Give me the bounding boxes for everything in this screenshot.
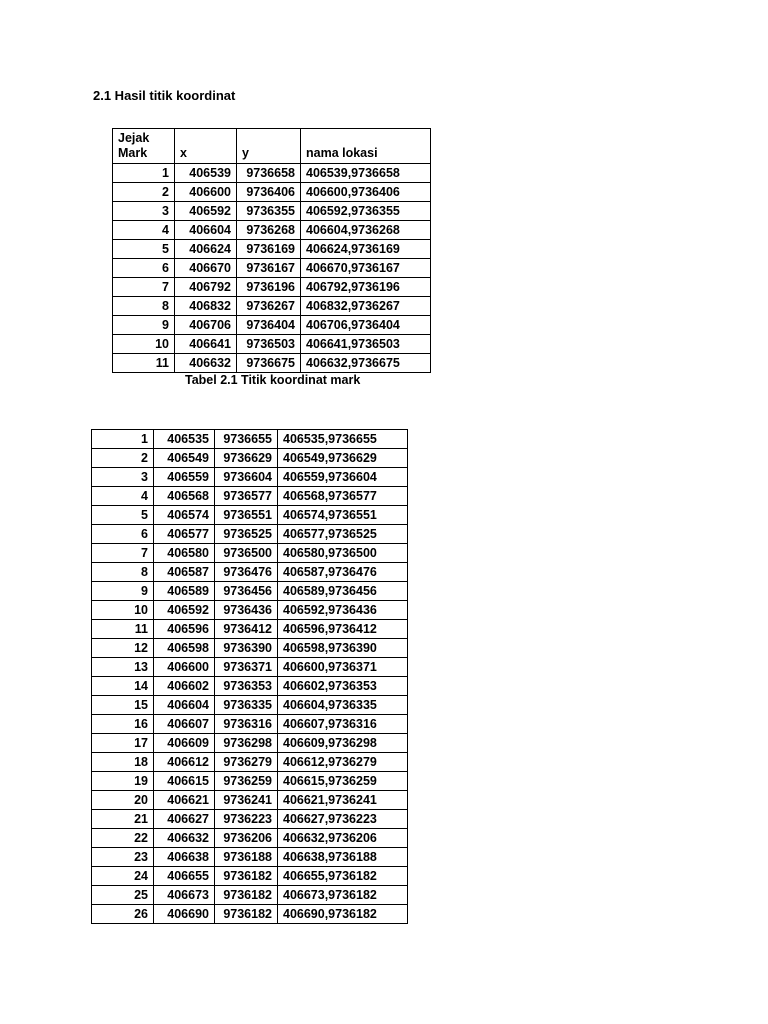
mark-number-cell: 22 (92, 829, 154, 848)
x-cell: 406638 (154, 848, 215, 867)
table-row (92, 639, 408, 658)
mark-number-cell: 3 (113, 202, 175, 221)
x-cell: 406624 (175, 240, 237, 259)
mark-number-cell: 23 (92, 848, 154, 867)
table-caption: Tabel 2.1 Titik koordinat mark (185, 373, 361, 387)
location-cell: 406632,9736206 (278, 829, 408, 848)
y-cell: 9736223 (215, 810, 278, 829)
mark-number-cell: 7 (113, 278, 175, 297)
mark-number-cell: 12 (92, 639, 154, 658)
table-row (92, 734, 408, 753)
mark-number-cell: 16 (92, 715, 154, 734)
y-cell: 9736182 (215, 886, 278, 905)
table-row (92, 620, 408, 639)
table-header-cell: x (175, 129, 237, 164)
coordinate-track-table (91, 429, 408, 924)
y-cell: 9736188 (215, 848, 278, 867)
y-cell: 9736658 (237, 164, 301, 183)
location-cell: 406568,9736577 (278, 487, 408, 506)
y-cell: 9736279 (215, 753, 278, 772)
y-cell: 9736629 (215, 449, 278, 468)
x-cell: 406577 (154, 525, 215, 544)
y-cell: 9736436 (215, 601, 278, 620)
x-cell: 406600 (175, 183, 237, 202)
y-cell: 9736182 (215, 905, 278, 924)
mark-number-cell: 11 (113, 354, 175, 373)
x-cell: 406596 (154, 620, 215, 639)
x-cell: 406589 (154, 582, 215, 601)
y-cell: 9736525 (215, 525, 278, 544)
table-row (92, 563, 408, 582)
location-cell: 406577,9736525 (278, 525, 408, 544)
location-cell: 406607,9736316 (278, 715, 408, 734)
x-cell: 406549 (154, 449, 215, 468)
table-row (113, 335, 431, 354)
location-cell: 406559,9736604 (278, 468, 408, 487)
y-cell: 9736390 (215, 639, 278, 658)
x-cell: 406673 (154, 886, 215, 905)
table-row (92, 753, 408, 772)
y-cell: 9736298 (215, 734, 278, 753)
table-row (92, 715, 408, 734)
x-cell: 406539 (175, 164, 237, 183)
y-cell: 9736335 (215, 696, 278, 715)
mark-number-cell: 19 (92, 772, 154, 791)
table-row (92, 848, 408, 867)
location-cell: 406604,9736268 (301, 221, 431, 240)
y-cell: 9736406 (237, 183, 301, 202)
table-row (113, 316, 431, 335)
table-header-cell: nama lokasi (301, 129, 431, 164)
location-cell: 406598,9736390 (278, 639, 408, 658)
location-cell: 406604,9736335 (278, 696, 408, 715)
location-cell: 406612,9736279 (278, 753, 408, 772)
location-cell: 406621,9736241 (278, 791, 408, 810)
mark-number-cell: 2 (113, 183, 175, 202)
location-cell: 406589,9736456 (278, 582, 408, 601)
mark-number-cell: 4 (113, 221, 175, 240)
location-cell: 406580,9736500 (278, 544, 408, 563)
mark-number-cell: 9 (92, 582, 154, 601)
location-cell: 406615,9736259 (278, 772, 408, 791)
table-row (113, 164, 431, 183)
mark-number-cell: 18 (92, 753, 154, 772)
table-row (113, 278, 431, 297)
mark-number-cell: 5 (113, 240, 175, 259)
table-row (92, 886, 408, 905)
table-row (113, 259, 431, 278)
mark-number-cell: 2 (92, 449, 154, 468)
table-row (92, 487, 408, 506)
y-cell: 9736241 (215, 791, 278, 810)
x-cell: 406641 (175, 335, 237, 354)
x-cell: 406602 (154, 677, 215, 696)
y-cell: 9736167 (237, 259, 301, 278)
table-row (113, 183, 431, 202)
x-cell: 406706 (175, 316, 237, 335)
x-cell: 406568 (154, 487, 215, 506)
table-row (92, 544, 408, 563)
mark-number-cell: 4 (92, 487, 154, 506)
x-cell: 406604 (154, 696, 215, 715)
x-cell: 406690 (154, 905, 215, 924)
mark-number-cell: 14 (92, 677, 154, 696)
table-row (92, 506, 408, 525)
y-cell: 9736404 (237, 316, 301, 335)
location-cell: 406600,9736406 (301, 183, 431, 202)
x-cell: 406670 (175, 259, 237, 278)
table-header-cell: Jejak Mark (113, 129, 175, 164)
table-header-row (113, 129, 431, 164)
coordinate-mark-table (112, 128, 431, 373)
y-cell: 9736503 (237, 335, 301, 354)
location-cell: 406539,9736658 (301, 164, 431, 183)
mark-number-cell: 17 (92, 734, 154, 753)
x-cell: 406632 (154, 829, 215, 848)
mark-number-cell: 3 (92, 468, 154, 487)
y-cell: 9736182 (215, 867, 278, 886)
x-cell: 406632 (175, 354, 237, 373)
y-cell: 9736267 (237, 297, 301, 316)
location-cell: 406587,9736476 (278, 563, 408, 582)
y-cell: 9736412 (215, 620, 278, 639)
table-header-cell: y (237, 129, 301, 164)
location-cell: 406673,9736182 (278, 886, 408, 905)
location-cell: 406609,9736298 (278, 734, 408, 753)
mark-number-cell: 6 (113, 259, 175, 278)
x-cell: 406612 (154, 753, 215, 772)
y-cell: 9736259 (215, 772, 278, 791)
x-cell: 406627 (154, 810, 215, 829)
x-cell: 406609 (154, 734, 215, 753)
mark-number-cell: 6 (92, 525, 154, 544)
y-cell: 9736169 (237, 240, 301, 259)
x-cell: 406587 (154, 563, 215, 582)
location-cell: 406624,9736169 (301, 240, 431, 259)
y-cell: 9736353 (215, 677, 278, 696)
location-cell: 406592,9736355 (301, 202, 431, 221)
y-cell: 9736355 (237, 202, 301, 221)
mark-number-cell: 10 (113, 335, 175, 354)
y-cell: 9736206 (215, 829, 278, 848)
x-cell: 406600 (154, 658, 215, 677)
location-cell: 406627,9736223 (278, 810, 408, 829)
x-cell: 406574 (154, 506, 215, 525)
y-cell: 9736500 (215, 544, 278, 563)
table-row (92, 810, 408, 829)
x-cell: 406592 (154, 601, 215, 620)
y-cell: 9736268 (237, 221, 301, 240)
location-cell: 406602,9736353 (278, 677, 408, 696)
location-cell: 406690,9736182 (278, 905, 408, 924)
table-row (92, 677, 408, 696)
location-cell: 406641,9736503 (301, 335, 431, 354)
y-cell: 9736604 (215, 468, 278, 487)
x-cell: 406559 (154, 468, 215, 487)
mark-number-cell: 10 (92, 601, 154, 620)
x-cell: 406615 (154, 772, 215, 791)
table-row (113, 202, 431, 221)
x-cell: 406607 (154, 715, 215, 734)
table-row (92, 772, 408, 791)
x-cell: 406604 (175, 221, 237, 240)
table-row (92, 696, 408, 715)
location-cell: 406600,9736371 (278, 658, 408, 677)
mark-number-cell: 25 (92, 886, 154, 905)
location-cell: 406706,9736404 (301, 316, 431, 335)
x-cell: 406580 (154, 544, 215, 563)
mark-number-cell: 11 (92, 620, 154, 639)
x-cell: 406655 (154, 867, 215, 886)
mark-number-cell: 1 (113, 164, 175, 183)
table-row (92, 867, 408, 886)
mark-number-cell: 15 (92, 696, 154, 715)
x-cell: 406592 (175, 202, 237, 221)
mark-number-cell: 8 (92, 563, 154, 582)
table-row (113, 297, 431, 316)
table-row (92, 658, 408, 677)
table-row (92, 791, 408, 810)
location-cell: 406592,9736436 (278, 601, 408, 620)
mark-number-cell: 9 (113, 316, 175, 335)
table-row (113, 354, 431, 373)
y-cell: 9736456 (215, 582, 278, 601)
mark-number-cell: 21 (92, 810, 154, 829)
location-cell: 406792,9736196 (301, 278, 431, 297)
table-row (92, 829, 408, 848)
y-cell: 9736655 (215, 430, 278, 449)
table-row (92, 525, 408, 544)
y-cell: 9736551 (215, 506, 278, 525)
y-cell: 9736371 (215, 658, 278, 677)
table-row (113, 221, 431, 240)
y-cell: 9736577 (215, 487, 278, 506)
table-row (113, 240, 431, 259)
x-cell: 406832 (175, 297, 237, 316)
x-cell: 406621 (154, 791, 215, 810)
location-cell: 406596,9736412 (278, 620, 408, 639)
table-row (92, 430, 408, 449)
x-cell: 406535 (154, 430, 215, 449)
table-row (92, 449, 408, 468)
section-heading: 2.1 Hasil titik koordinat (93, 88, 236, 103)
table-row (92, 468, 408, 487)
location-cell: 406574,9736551 (278, 506, 408, 525)
mark-number-cell: 7 (92, 544, 154, 563)
mark-number-cell: 24 (92, 867, 154, 886)
mark-number-cell: 13 (92, 658, 154, 677)
x-cell: 406598 (154, 639, 215, 658)
y-cell: 9736476 (215, 563, 278, 582)
location-cell: 406549,9736629 (278, 449, 408, 468)
location-cell: 406632,9736675 (301, 354, 431, 373)
location-cell: 406535,9736655 (278, 430, 408, 449)
mark-number-cell: 1 (92, 430, 154, 449)
location-cell: 406670,9736167 (301, 259, 431, 278)
table-row (92, 601, 408, 620)
mark-number-cell: 5 (92, 506, 154, 525)
mark-number-cell: 26 (92, 905, 154, 924)
location-cell: 406638,9736188 (278, 848, 408, 867)
location-cell: 406832,9736267 (301, 297, 431, 316)
table-row (92, 582, 408, 601)
x-cell: 406792 (175, 278, 237, 297)
y-cell: 9736196 (237, 278, 301, 297)
y-cell: 9736316 (215, 715, 278, 734)
mark-number-cell: 20 (92, 791, 154, 810)
location-cell: 406655,9736182 (278, 867, 408, 886)
mark-number-cell: 8 (113, 297, 175, 316)
table-row (92, 905, 408, 924)
y-cell: 9736675 (237, 354, 301, 373)
